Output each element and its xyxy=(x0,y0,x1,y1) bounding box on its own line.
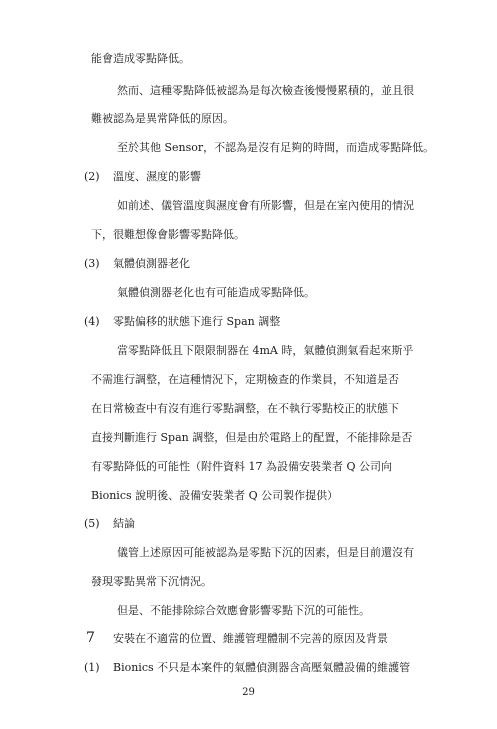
section-number: (3) xyxy=(84,257,100,270)
paragraph-line: 如前述、儀管溫度與濕度會有所影響，但是在室內使用的情況 xyxy=(117,199,414,212)
paragraph-line: Bionics 不只是本案件的氣體偵測器含高壓氣體設備的維護管 xyxy=(113,661,411,674)
paragraph-line: 儀管上述原因可能被認為是零點下沉的因素，但是目前還沒有 xyxy=(117,546,414,559)
section-heading: 零點偏移的狀態下進行 Span 調整 xyxy=(113,315,281,328)
paragraph-line: 難被認為是異常降低的原因。 xyxy=(91,112,234,125)
page-number: 29 xyxy=(242,687,255,698)
paragraph-line: 氣體偵測器老化也有可能造成零點降低。 xyxy=(117,286,315,299)
paragraph-line: 至於其他 Sensor，不認為是沒有足夠的時間，而造成零點降低。 xyxy=(117,141,435,154)
section-number: (2) xyxy=(84,170,100,183)
paragraph-line: 不需進行調整，在這種情況下，定期檢查的作業員，不知道是否 xyxy=(91,373,399,386)
section-heading: 安裝在不適當的位置、維護管理體制不完善的原因及背景 xyxy=(113,632,388,645)
paragraph-line: 然而、這種零點降低被認為是每次檢查後慢慢累積的，並且很 xyxy=(117,84,414,97)
paragraph-line: 有零點降低的可能性（附件資料 17 為設備安裝業者 Q 公司向 xyxy=(91,460,392,473)
paragraph-line: 直接判斷進行 Span 調整，但是由於電路上的配置，不能排除是否 xyxy=(91,431,413,444)
section-heading: 氣體偵測器老化 xyxy=(113,257,190,270)
paragraph-line: 發現零點異常下沉情況。 xyxy=(91,575,212,588)
paragraph-line: 下，很難想像會影響零點降低。 xyxy=(91,228,245,241)
section-heading: 溫度、濕度的影響 xyxy=(113,170,201,183)
paragraph-line: 但是、不能排除綜合效應會影響零點下沉的可能性。 xyxy=(117,604,370,617)
section-number: (4) xyxy=(84,315,100,328)
section-number: (1) xyxy=(84,661,100,674)
paragraph-line: 在日常檢查中有沒有進行零點調整，在不執行零點校正的狀態下 xyxy=(91,402,399,415)
section-number: (5) xyxy=(84,517,100,530)
paragraph-line: Bionics 說明後、設備安裝業者 Q 公司製作提供） xyxy=(91,489,339,502)
section-number: 7 xyxy=(86,630,95,646)
section-heading: 結論 xyxy=(113,517,135,530)
paragraph-line: 能會造成零點降低。 xyxy=(91,52,190,65)
paragraph-line: 當零點降低且下限限制器在 4mA 時，氣體偵測氣看起來斯乎 xyxy=(117,344,414,357)
